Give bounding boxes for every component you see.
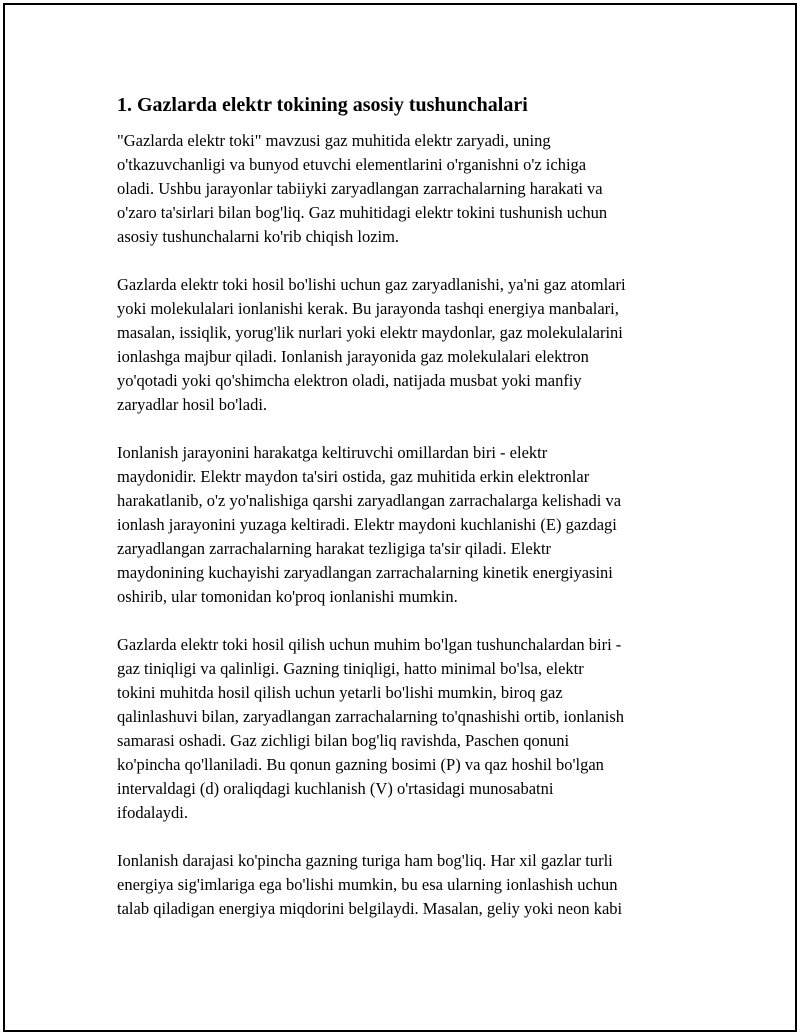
text-line: o'zaro ta'sirlari bilan bog'liq. Gaz muhitidagi elektr tokini tushunish uchun	[117, 203, 608, 222]
text-line: oshirib, ular tomonidan ko'proq ionlanishi mumkin.	[117, 587, 458, 606]
text-line: Ionlanish darajasi ko'pincha gazning turiga ham bog'liq. Har xil gazlar turli	[117, 851, 613, 870]
text-line: o'tkazuvchanligi va bunyod etuvchi elementlarini o'rganishni o'z ichiga	[117, 155, 587, 174]
text-line: intervaldagi (d) oraliqdagi kuchlanish (V) o'rtasidagi munosabatni	[117, 779, 554, 798]
text-line: maydonidir. Elektr maydon ta'siri ostida, gaz muhitida erkin elektronlar	[117, 467, 590, 486]
text-line: talab qiladigan energiya miqdorini belgilaydi. Masalan, geliy yoki neon kabi	[117, 899, 623, 918]
text-line: masalan, issiqlik, yorug'lik nurlari yoki elektr maydonlar, gaz molekulalarini	[117, 323, 623, 342]
paragraph-2	[117, 273, 687, 417]
text-line: Gazlarda elektr toki hosil bo'lishi uchun gaz zaryadlanishi, ya'ni gaz atomlari	[117, 275, 626, 294]
text-line: maydonining kuchayishi zaryadlangan zarrachalarning kinetik energiyasini	[117, 563, 613, 582]
document-body	[117, 92, 687, 945]
text-line: ko'pincha qo'llaniladi. Bu qonun gazning bosimi (P) va qaz hoshil bo'lgan	[117, 755, 604, 774]
text-line: tokini muhitda hosil qilish uchun yetarli bo'lishi mumkin, biroq gaz	[117, 683, 563, 702]
text-line: "Gazlarda elektr toki" mavzusi gaz muhitida elektr zaryadi, uning	[117, 131, 551, 150]
text-line: oladi. Ushbu jarayonlar tabiiyki zaryadlangan zarrachalarning harakati va	[117, 179, 603, 198]
text-line: ionlashga majbur qiladi. Ionlanish jarayonida gaz molekulalari elektron	[117, 347, 589, 366]
text-line: harakatlanib, o'z yo'nalishiga qarshi zaryadlangan zarrachalarga kelishadi va	[117, 491, 622, 510]
text-line: zaryadlangan zarrachalarning harakat tezligiga ta'sir qiladi. Elektr	[117, 539, 552, 558]
text-line: yo'qotadi yoki qo'shimcha elektron oladi, natijada musbat yoki manfiy	[117, 371, 582, 390]
text-line: samarasi oshadi. Gaz zichligi bilan bog'liq ravishda, Paschen qonuni	[117, 731, 570, 750]
text-line: ifodalaydi.	[117, 803, 189, 822]
text-line: qalinlashuvi bilan, zaryadlangan zarrachalarning to'qnashishi ortib, ionlanish	[117, 707, 624, 726]
paragraph-4	[117, 633, 687, 825]
text-line: Ionlanish jarayonini harakatga keltiruvchi omillardan biri - elektr	[117, 443, 548, 462]
paragraph-5	[117, 849, 687, 921]
section-heading: 1. Gazlarda elektr tokining asosiy tushunchalari	[117, 94, 528, 116]
paragraph-3	[117, 441, 687, 609]
paragraph-1	[117, 129, 687, 249]
text-line: zaryadlar hosil bo'ladi.	[117, 395, 268, 414]
text-line: gaz tiniqligi va qalinligi. Gazning tiniqligi, hatto minimal bo'lsa, elektr	[117, 659, 584, 678]
text-line: ionlash jarayonini yuzaga keltiradi. Elektr maydoni kuchlanishi (E) gazdagi	[117, 515, 617, 534]
text-line: Gazlarda elektr toki hosil qilish uchun muhim bo'lgan tushunchalardan biri -	[117, 635, 622, 654]
text-line: yoki molekulalari ionlanishi kerak. Bu jarayonda tashqi energiya manbalari,	[117, 299, 619, 318]
text-line: energiya sig'imlariga ega bo'lishi mumkin, bu esa ularning ionlashish uchun	[117, 875, 618, 894]
text-line: asosiy tushunchalarni ko'rib chiqish lozim.	[117, 227, 400, 246]
